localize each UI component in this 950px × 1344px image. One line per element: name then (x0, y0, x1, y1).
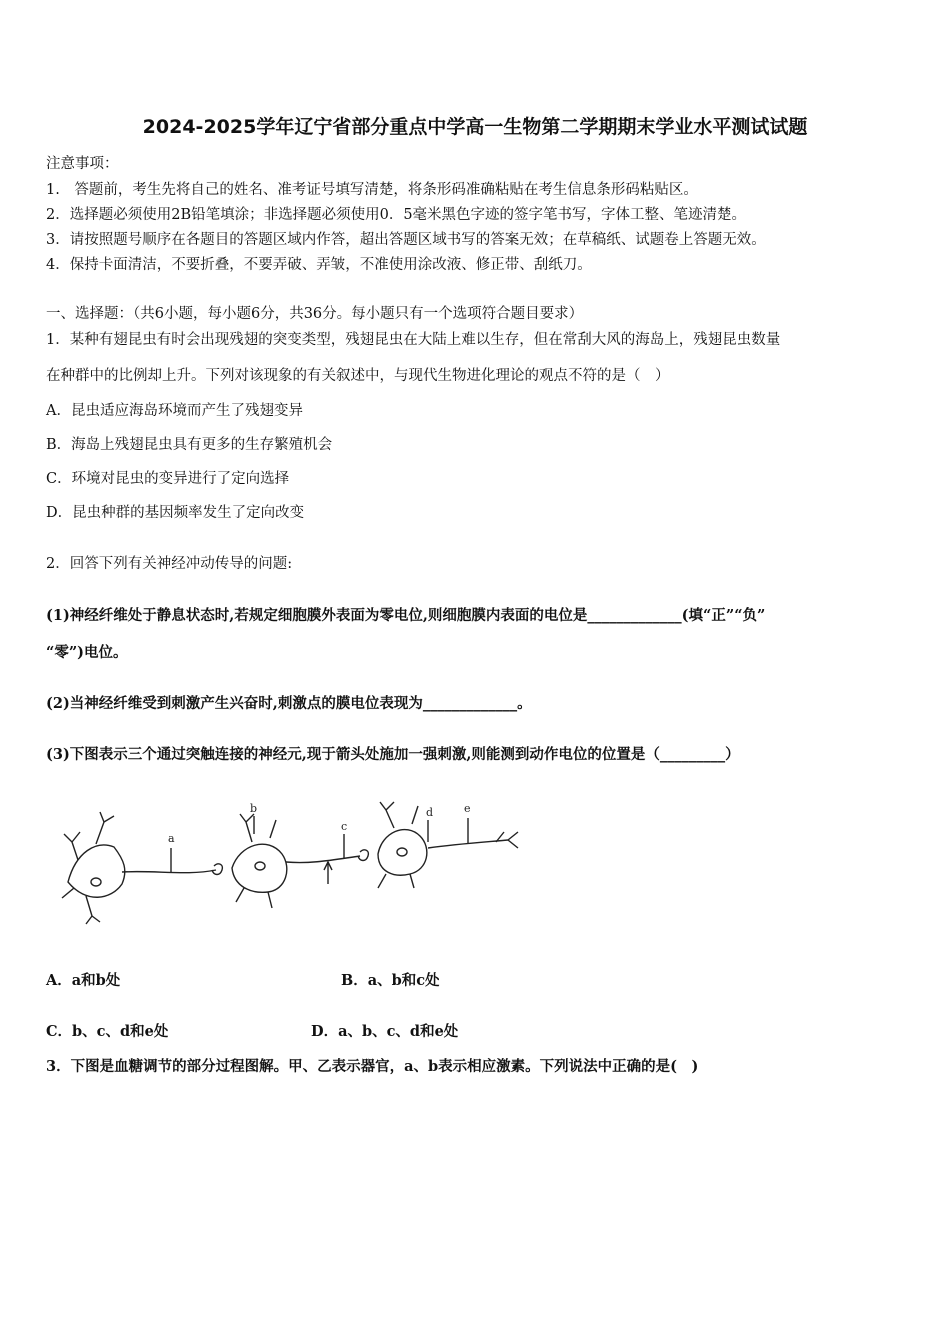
synapse-1 (212, 864, 222, 875)
neuron2-axon (286, 856, 360, 863)
page-title: 2024-2025学年辽宁省部分重点中学高一生物第二学期期末学业水平测试试题 (142, 116, 808, 138)
q2-part1-line1: (1)神经纤维处于静息状态时,若规定细胞膜外表面为零电位,则细胞膜内表面的电位是_____________(填“正”“负” (46, 607, 766, 624)
notice-item-1: 1. 答题前，考生先将自己的姓名、准考证号填写清楚，将条形码准确粘贴在考生信息条形码粘贴区。 (46, 182, 698, 198)
notice-heading: 注意事项： (46, 156, 119, 172)
q3-stem: 3．下图是血糖调节的部分过程图解。甲、乙表示器官，a、b表示相应激素。下列说法中正确的是( ) (46, 1058, 699, 1075)
q2-stem: 2．回答下列有关神经冲动传导的问题: (46, 556, 293, 572)
q1-option-c: C．环境对昆虫的变异进行了定向选择 (46, 471, 290, 487)
synapse-2 (358, 850, 368, 861)
label-e: e (464, 802, 471, 815)
neuron-diagram (56, 792, 526, 932)
q1-option-d: D．昆虫种群的基因频率发生了定向改变 (46, 505, 305, 521)
neuron3-soma (378, 830, 427, 876)
q2-part1-line2: “零”)电位。 (46, 644, 128, 661)
q2-part3: (3)下图表示三个通过突触连接的神经元,现于箭头处施加一强刺激,则能测到动作电位的位置是（_________） (46, 746, 740, 763)
q1-option-a: A．昆虫适应海岛环境而产生了残翅变异 (46, 403, 303, 419)
q2-option-c: C．b、c、d和e处 (46, 1023, 169, 1040)
q2-option-d: D．a、b、c、d和e处 (311, 1023, 459, 1040)
notice-item-2: 2．选择题必须使用2B铅笔填涂；非选择题必须使用0．5毫米黑色字迹的签字笔书写，字体工整、笔迹清楚。 (46, 207, 747, 223)
section-heading: 一、选择题：（共6小题，每小题6分，共36分。每小题只有一个选项符合题目要求） (46, 306, 584, 322)
q2-option-b: B．a、b和c处 (341, 972, 440, 989)
q1-stem-line2: 在种群中的比例却上升。下列对该现象的有关叙述中，与现代生物进化理论的观点不符的是（ ） (46, 368, 670, 384)
q1-stem-line1: 1．某种有翅昆虫有时会出现残翅的突变类型，残翅昆虫在大陆上难以生存，但在常刮大风的海岛上，残翅昆虫数量 (46, 332, 781, 348)
label-b: b (250, 802, 258, 815)
neuron3-nucleus (397, 848, 407, 856)
neuron2-soma (232, 844, 287, 892)
notice-item-4: 4．保持卡面清洁，不要折叠，不要弄破、弄皱，不准使用涂改液、修正带、刮纸刀。 (46, 257, 592, 273)
label-d: d (426, 806, 434, 819)
notice-item-3: 3．请按照题号顺序在各题目的答题区域内作答，超出答题区域书写的答案无效；在草稿纸、试题卷上答题无效。 (46, 232, 766, 248)
label-c: c (341, 820, 348, 833)
q2-part2: (2)当神经纤维受到刺激产生兴奋时,刺激点的膜电位表现为_____________。 (46, 695, 532, 712)
neuron1-axon (122, 870, 216, 873)
neuron1-soma (68, 845, 125, 897)
neuron1-nucleus (91, 878, 101, 886)
label-a: a (168, 832, 175, 845)
q2-option-a: A．a和b处 (46, 972, 121, 989)
q1-option-b: B．海岛上残翅昆虫具有更多的生存繁殖机会 (46, 437, 333, 453)
neuron2-nucleus (255, 862, 265, 870)
